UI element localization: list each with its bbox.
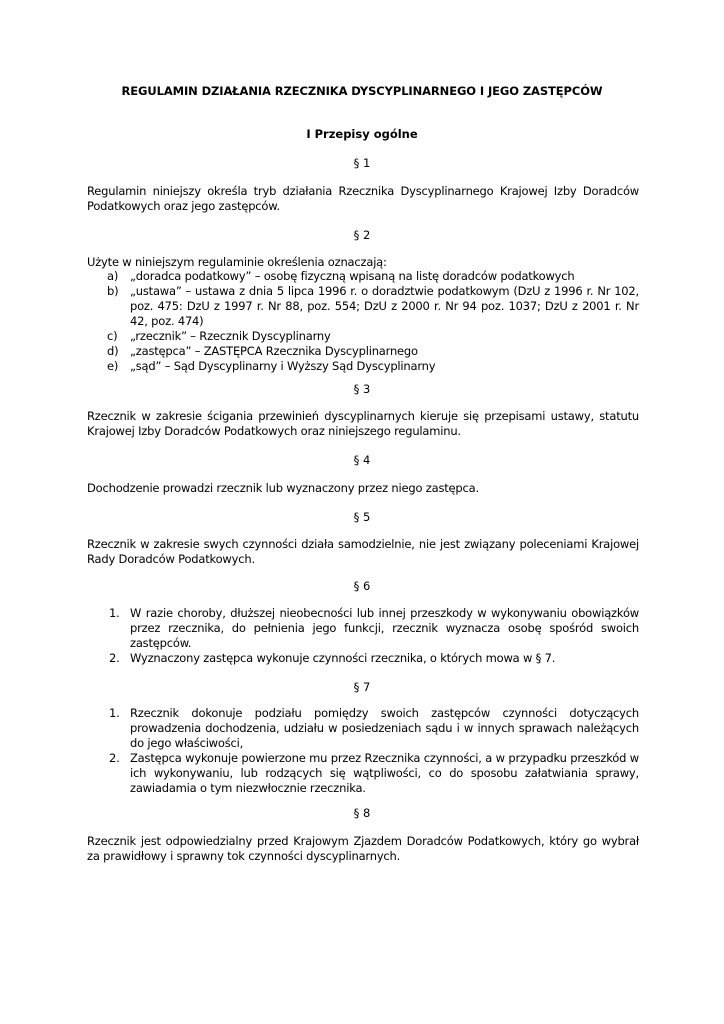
section-1-text: Regulamin niniejszy określa tryb działania Rzecznika Dyscyplinarnego Krajowej Izby Doradców Podatkowych oraz jego zastępców. (87, 184, 639, 213)
section-2-definitions-list (87, 269, 639, 374)
list-item (87, 329, 639, 344)
chapter-heading: I Przepisy ogólne (306, 127, 418, 141)
section-5-heading: § 5 (353, 510, 371, 524)
list-item-text: „ustawa” – ustawa z dnia 5 lipca 1996 r. o doradztwie podatkowym (DzU z 1996 r. Nr 102, poz. 475: DzU z 1997 r. Nr 88, poz. 554; DzU z 2000 r. Nr 94 poz. 1037; DzU z 2001 r. Nr 42, poz. 474) (130, 284, 639, 328)
section-4-heading: § 4 (353, 453, 371, 467)
list-item (87, 751, 639, 796)
list-item (87, 606, 639, 651)
section-5-text: Rzecznik w zakresie swych czynności działa samodzielnie, nie jest związany poleceniami Krajowej Rady Doradców Podatkowych. (87, 537, 639, 566)
list-item-text: „doradca podatkowy” – osobę fizyczną wpisaną na listę doradców podatkowych (130, 269, 575, 283)
list-item-text: Rzecznik dokonuje podziału pomiędzy swoich zastępców czynności dotyczących prowadzenia dochodzenia, udziału w posiedzeniach sądu i w innych sprawach należących do jego właściwości, (130, 706, 639, 750)
list-marker: e) (107, 359, 119, 373)
section-4-text: Dochodzenie prowadzi rzecznik lub wyznaczony przez niego zastępca. (87, 481, 479, 495)
list-item-text: „rzecznik” – Rzecznik Dyscyplinarny (130, 329, 331, 343)
section-8-text: Rzecznik jest odpowiedzialny przed Krajowym Zjazdem Doradców Podatkowych, który go wybrał za prawidłowy i sprawny tok czynności dyscyplinarnych. (87, 834, 639, 863)
list-item (87, 269, 639, 284)
list-marker: 2. (109, 651, 120, 665)
list-marker: d) (107, 344, 119, 358)
list-item (87, 359, 639, 374)
list-marker: 1. (109, 706, 120, 720)
list-marker: b) (107, 284, 119, 298)
section-2-intro: Użyte w niniejszym regulaminie określenia oznaczają: (87, 255, 387, 269)
list-item-text: W razie choroby, dłuższej nieobecności lub innej przeszkody w wykonywaniu obowiązków przez rzecznika, do pełnienia jego funkcji, rzecznik wyznacza osobę spośród swoich zastępców. (130, 606, 639, 650)
section-3-text: Rzecznik w zakresie ścigania przewinień dyscyplinarnych kieruje się przepisami ustawy, statutu Krajowej Izby Doradców Podatkowych oraz niniejszego regulaminu. (87, 409, 639, 438)
section-8-heading: § 8 (353, 806, 371, 820)
section-2-heading: § 2 (353, 228, 371, 242)
section-7-heading: § 7 (353, 680, 371, 694)
section-1-heading: § 1 (353, 156, 371, 170)
list-item (87, 706, 639, 751)
list-item-text: Zastępca wykonuje powierzone mu przez Rzecznika czynności, a w przypadku przeszkód w ich wykonywaniu, lub rodzących się wątpliwości, co do sposobu załatwiania sprawy, zawiadamia o tym niezwłocznie rzecznika. (130, 751, 639, 795)
list-item (87, 344, 639, 359)
document-title: REGULAMIN DZIAŁANIA RZECZNIKA DYSCYPLINARNEGO I JEGO ZASTĘPCÓW (121, 84, 603, 98)
list-marker: 1. (109, 606, 120, 620)
section-6-list (87, 606, 639, 666)
list-marker: c) (107, 329, 118, 343)
section-6-heading: § 6 (353, 579, 371, 593)
list-item-text: „sąd” – Sąd Dyscyplinarny i Wyższy Sąd Dyscyplinarny (130, 359, 436, 373)
list-marker: 2. (109, 751, 120, 765)
list-item-text: Wyznaczony zastępca wykonuje czynności rzecznika, o których mowa w § 7. (130, 651, 556, 665)
section-7-list (87, 706, 639, 796)
list-item (87, 651, 639, 666)
list-item (87, 284, 639, 329)
section-3-heading: § 3 (353, 382, 371, 396)
list-item-text: „zastępca” – ZASTĘPCA Rzecznika Dyscyplinarnego (130, 344, 418, 358)
list-marker: a) (107, 269, 119, 283)
